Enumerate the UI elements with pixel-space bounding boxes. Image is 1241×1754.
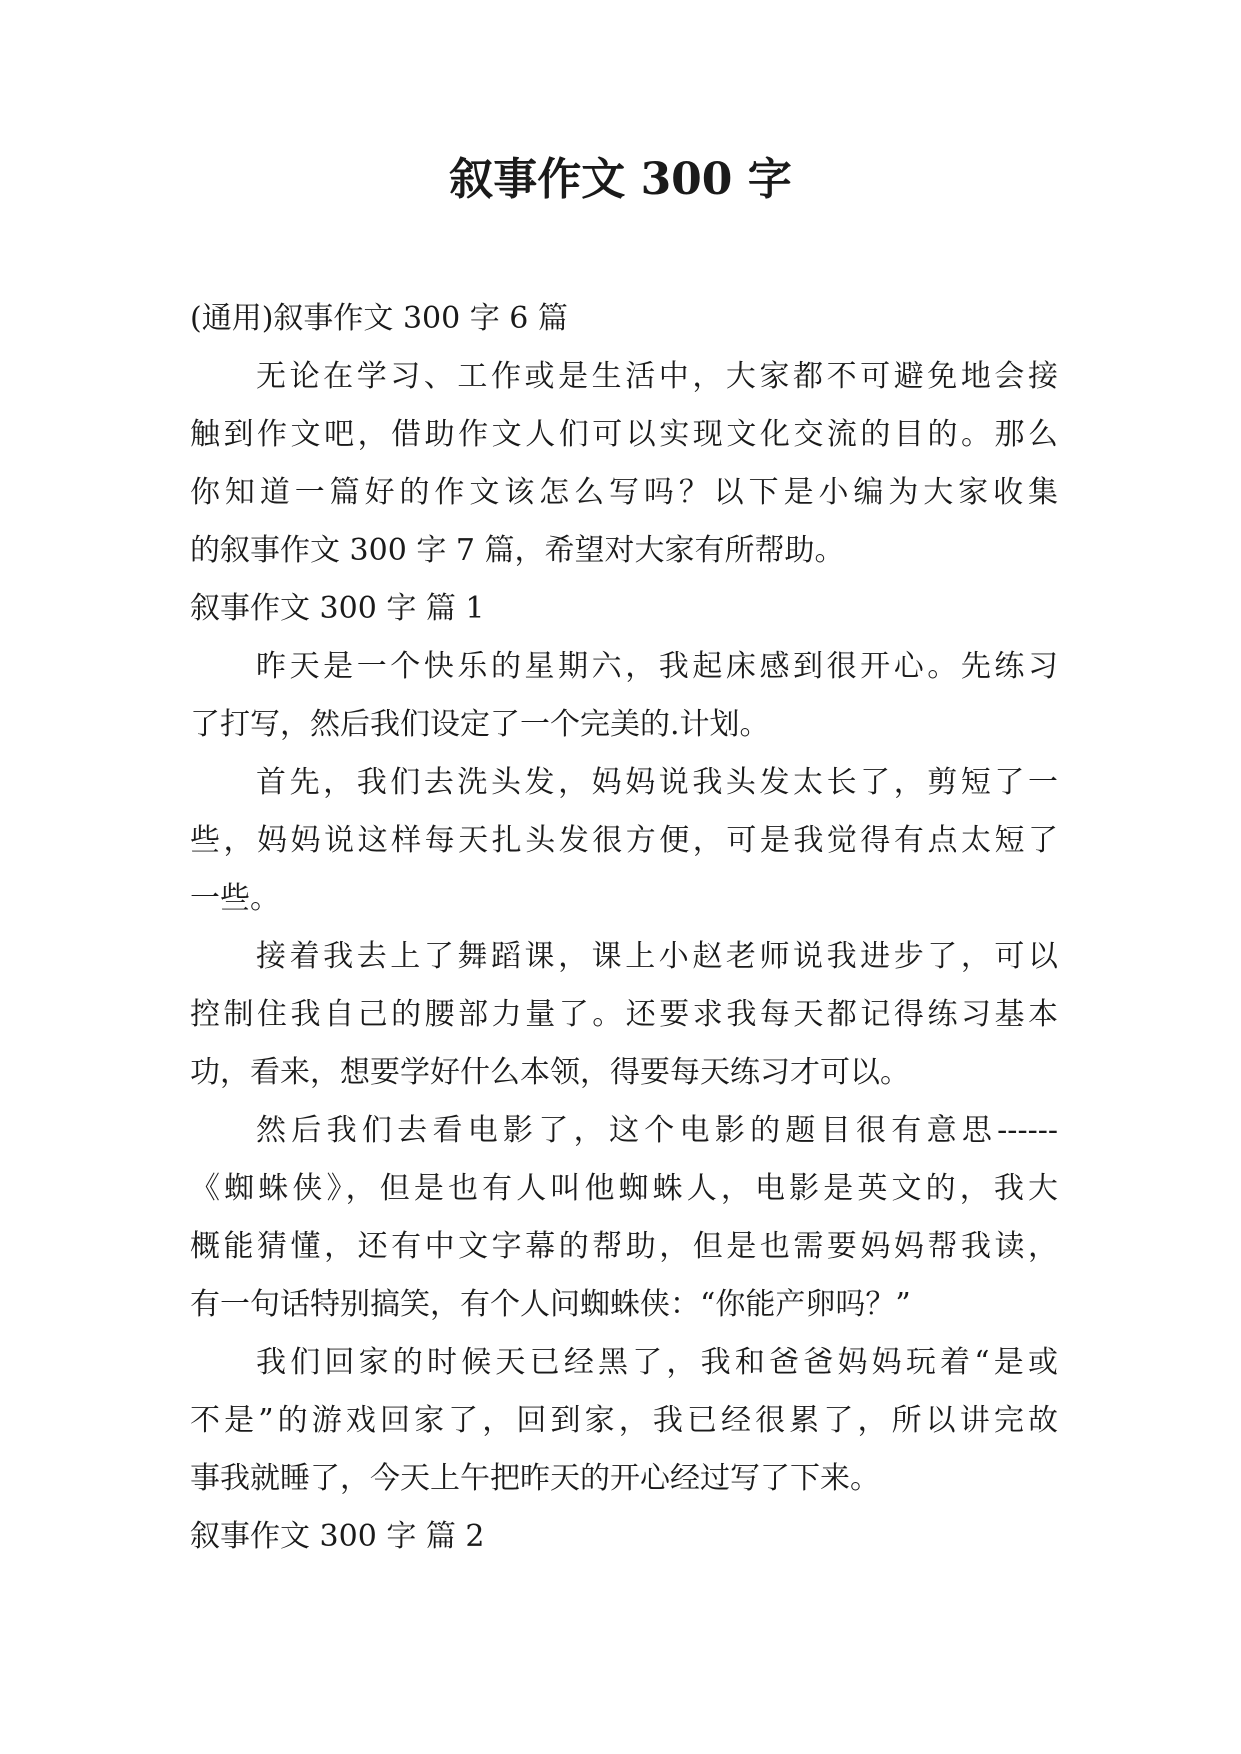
text-line: 的叙事作文 300 字 7 篇，希望对大家有所帮助。 (190, 533, 845, 568)
text-line: 触到作文吧，借助作文人们可以实现文化交流的目的。那么 (190, 417, 1058, 452)
text-line: 昨天是一个快乐的星期六，我起床感到很开心。先练习 (256, 649, 1058, 684)
text-line: 不是”的游戏回家了，回到家，我已经很累了，所以讲完故 (190, 1403, 1058, 1438)
document-title: 叙事作文 300 字 (449, 154, 792, 205)
text-line: 有一句话特别搞笑，有个人问蜘蛛侠：“你能产卵吗？” (190, 1287, 911, 1322)
text-line: 些，妈妈说这样每天扎头发很方便，可是我觉得有点太短了 (190, 823, 1058, 858)
document-body (190, 290, 1058, 1566)
text-line: 了打写，然后我们设定了一个完美的.计划。 (190, 707, 770, 742)
text-line: 我们回家的时候天已经黑了，我和爸爸妈妈玩着“是或 (256, 1345, 1058, 1380)
text-line: 《蜘蛛侠》，但是也有人叫他蜘蛛人，电影是英文的，我大 (190, 1171, 1058, 1206)
text-line: 然后我们去看电影了，这个电影的题目很有意思------ (256, 1113, 1058, 1148)
text-line: 首先，我们去洗头发，妈妈说我头发太长了，剪短了一 (256, 765, 1058, 800)
text-line: 叙事作文 300 字 篇 2 (190, 1519, 485, 1554)
text-line: 接着我去上了舞蹈课，课上小赵老师说我进步了，可以 (256, 939, 1058, 974)
text-line: 无论在学习、工作或是生活中，大家都不可避免地会接 (256, 359, 1058, 394)
text-line: 控制住我自己的腰部力量了。还要求我每天都记得练习基本 (190, 997, 1058, 1032)
text-line: 一些。 (190, 881, 280, 916)
text-line: 功，看来，想要学好什么本领，得要每天练习才可以。 (190, 1055, 910, 1090)
text-line: 叙事作文 300 字 篇 1 (190, 591, 485, 626)
text-line: (通用)叙事作文 300 字 6 篇 (190, 301, 568, 336)
text-line: 你知道一篇好的作文该怎么写吗？以下是小编为大家收集 (190, 475, 1058, 510)
text-line: 概能猜懂，还有中文字幕的帮助，但是也需要妈妈帮我读， (190, 1229, 1058, 1264)
text-line: 事我就睡了，今天上午把昨天的开心经过写了下来。 (190, 1461, 880, 1496)
